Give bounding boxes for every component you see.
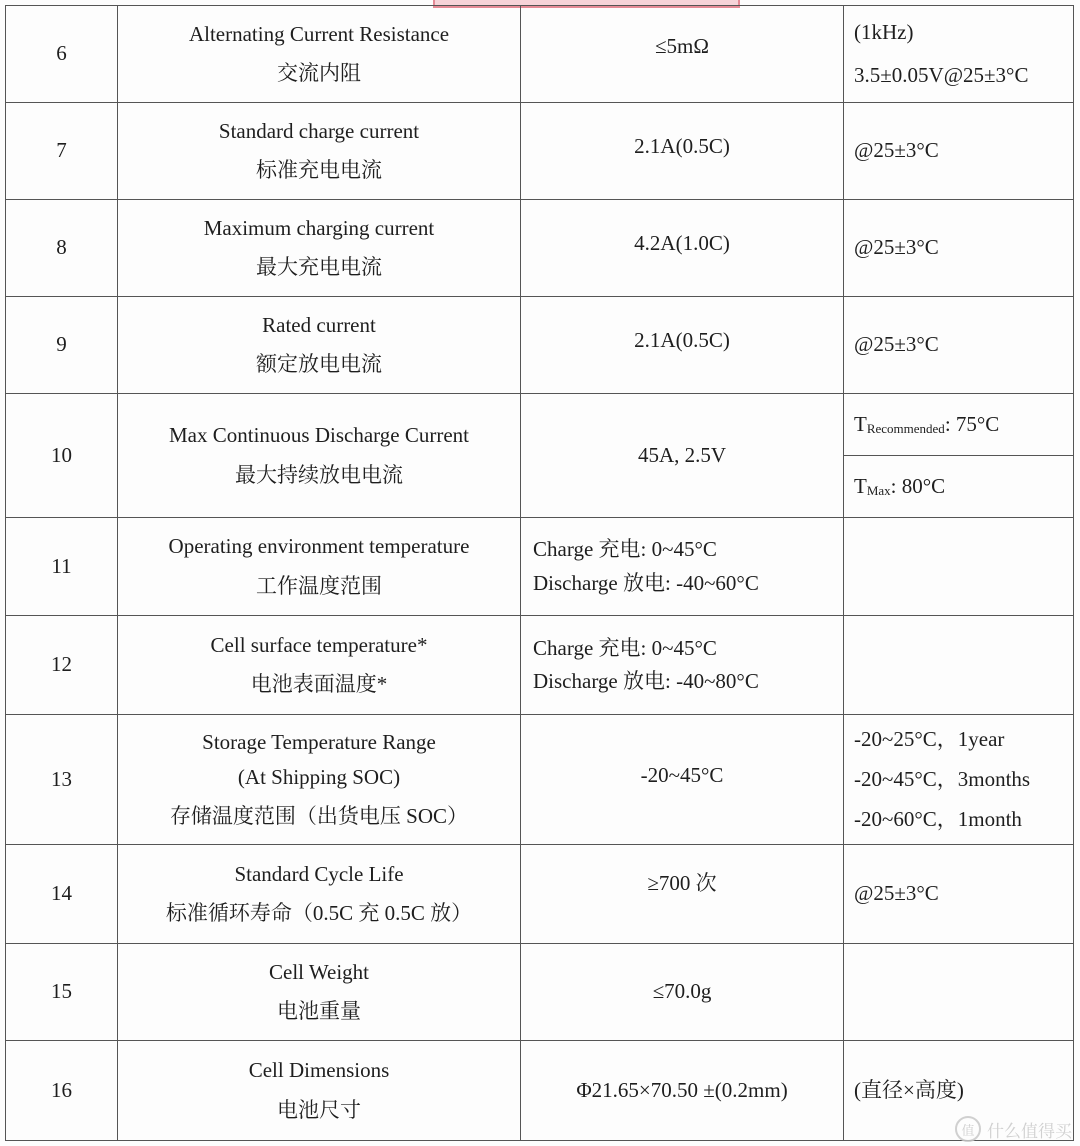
item-name bbox=[118, 616, 521, 715]
spec-value bbox=[521, 616, 844, 715]
watermark bbox=[955, 1116, 1072, 1142]
spec-value: -20~45°C bbox=[521, 715, 844, 845]
table-row bbox=[6, 103, 1074, 200]
spec-note: @25±3°C bbox=[844, 200, 1074, 297]
row-number: 8 bbox=[6, 200, 118, 297]
item-name-zh: 标准充电电流 bbox=[256, 158, 382, 182]
item-name-zh: 工作温度范围 bbox=[256, 573, 382, 598]
item-name-zh: 最大充电电流 bbox=[256, 255, 382, 279]
item-name bbox=[118, 200, 521, 297]
row-number: 14 bbox=[6, 845, 118, 944]
temp-max bbox=[844, 456, 1074, 518]
table-row bbox=[6, 297, 1074, 394]
spec-note bbox=[844, 518, 1074, 616]
temp-value: : 75°C bbox=[944, 411, 1000, 436]
item-name-zh: 电池表面温度* bbox=[250, 672, 388, 696]
spec-line-charge: Charge 充电: 0~45°C bbox=[533, 537, 717, 562]
item-name-en: Standard charge current bbox=[218, 118, 420, 143]
row-number: 10 bbox=[6, 394, 118, 518]
spec-note bbox=[844, 6, 1074, 103]
table-row bbox=[6, 616, 1074, 715]
item-name-en: Storage Temperature Range bbox=[202, 729, 436, 754]
row-number: 9 bbox=[6, 297, 118, 394]
row-number: 16 bbox=[6, 1041, 118, 1141]
watermark-text: 什么值得买 bbox=[987, 1121, 1072, 1142]
item-name-en: Cell Dimensions bbox=[248, 1058, 390, 1083]
item-name bbox=[118, 944, 521, 1041]
spec-note bbox=[844, 616, 1074, 715]
item-name-en-qualifier: (At Shipping SOC) bbox=[237, 764, 401, 789]
spec-note bbox=[844, 715, 1074, 845]
item-name-en: Max Continuous Discharge Current bbox=[169, 423, 469, 448]
item-name-zh: 电池重量 bbox=[277, 999, 361, 1023]
spec-note: (直径×高度) bbox=[844, 1041, 1074, 1141]
temp-symbol: T bbox=[854, 411, 867, 436]
row-number: 13 bbox=[6, 715, 118, 845]
item-name-zh: 额定放电电流 bbox=[256, 352, 382, 376]
table-row bbox=[6, 1041, 1074, 1141]
item-name bbox=[118, 6, 521, 103]
note-line: -20~45°C，3months bbox=[854, 766, 1031, 791]
item-name bbox=[118, 715, 521, 845]
spec-line-discharge: Discharge 放电: -40~60°C bbox=[533, 570, 759, 595]
row-number: 12 bbox=[6, 616, 118, 715]
item-name-zh: 标准循环寿命（0.5C 充 0.5C 放） bbox=[165, 901, 473, 925]
table-row bbox=[6, 518, 1074, 616]
temp-symbol: T bbox=[854, 473, 867, 498]
spec-line-discharge: Discharge 放电: -40~80°C bbox=[533, 669, 759, 693]
item-name bbox=[118, 394, 521, 518]
note-line: -20~25°C，1year bbox=[854, 726, 1005, 751]
item-name bbox=[118, 845, 521, 944]
item-name-zh: 最大持续放电电流 bbox=[235, 462, 403, 487]
spec-value: 2.1A(0.5C) bbox=[521, 103, 844, 200]
note-line: 3.5±0.05V@25±3°C bbox=[854, 63, 1029, 87]
battery-spec-table bbox=[5, 5, 1074, 1141]
temp-subscript: Max bbox=[866, 482, 891, 498]
item-name-en: Standard Cycle Life bbox=[234, 861, 404, 886]
item-name-en: Operating environment temperature bbox=[168, 534, 470, 559]
spec-value: Φ21.65×70.50 ±(0.2mm) bbox=[521, 1041, 844, 1141]
spec-note: @25±3°C bbox=[844, 845, 1074, 944]
table-row bbox=[6, 394, 1074, 456]
spec-note: @25±3°C bbox=[844, 297, 1074, 394]
table-row bbox=[6, 845, 1074, 944]
table-row bbox=[6, 200, 1074, 297]
spec-value: ≤70.0g bbox=[521, 944, 844, 1041]
spec-value: ≥700 次 bbox=[521, 845, 844, 944]
item-name bbox=[118, 1041, 521, 1141]
spec-value: 45A, 2.5V bbox=[521, 394, 844, 518]
spec-line-charge: Charge 充电: 0~45°C bbox=[533, 635, 717, 660]
spec-note bbox=[844, 944, 1074, 1041]
item-name bbox=[118, 297, 521, 394]
item-name bbox=[118, 518, 521, 616]
table-row bbox=[6, 6, 1074, 103]
item-name bbox=[118, 103, 521, 200]
spec-value: 2.1A(0.5C) bbox=[521, 297, 844, 394]
note-line: (1kHz) bbox=[854, 19, 914, 44]
item-name-zh: 存储温度范围（出货电压 SOC） bbox=[169, 804, 469, 829]
item-name-zh: 电池尺寸 bbox=[277, 1097, 361, 1122]
temp-recommended bbox=[844, 394, 1074, 456]
item-name-en: Maximum charging current bbox=[203, 215, 435, 240]
table-row bbox=[6, 715, 1074, 845]
table-row bbox=[6, 944, 1074, 1041]
row-number: 11 bbox=[6, 518, 118, 616]
note-line: -20~60°C，1month bbox=[854, 807, 1022, 832]
spec-value: ≤5mΩ bbox=[521, 6, 844, 103]
row-number: 15 bbox=[6, 944, 118, 1041]
spec-note: @25±3°C bbox=[844, 103, 1074, 200]
watermark-logo-icon: 值 bbox=[955, 1116, 981, 1142]
spec-value bbox=[521, 518, 844, 616]
temp-value: : 80°C bbox=[890, 473, 946, 498]
item-name-en: Rated current bbox=[262, 312, 376, 337]
row-number: 6 bbox=[6, 6, 118, 103]
item-name-en: Cell surface temperature* bbox=[210, 632, 428, 657]
row-number: 7 bbox=[6, 103, 118, 200]
item-name-zh: 交流内阻 bbox=[277, 61, 361, 85]
item-name-en: Cell Weight bbox=[269, 959, 369, 984]
temp-subscript: Recommended bbox=[866, 420, 945, 436]
spec-value: 4.2A(1.0C) bbox=[521, 200, 844, 297]
item-name-en: Alternating Current Resistance bbox=[188, 21, 450, 46]
